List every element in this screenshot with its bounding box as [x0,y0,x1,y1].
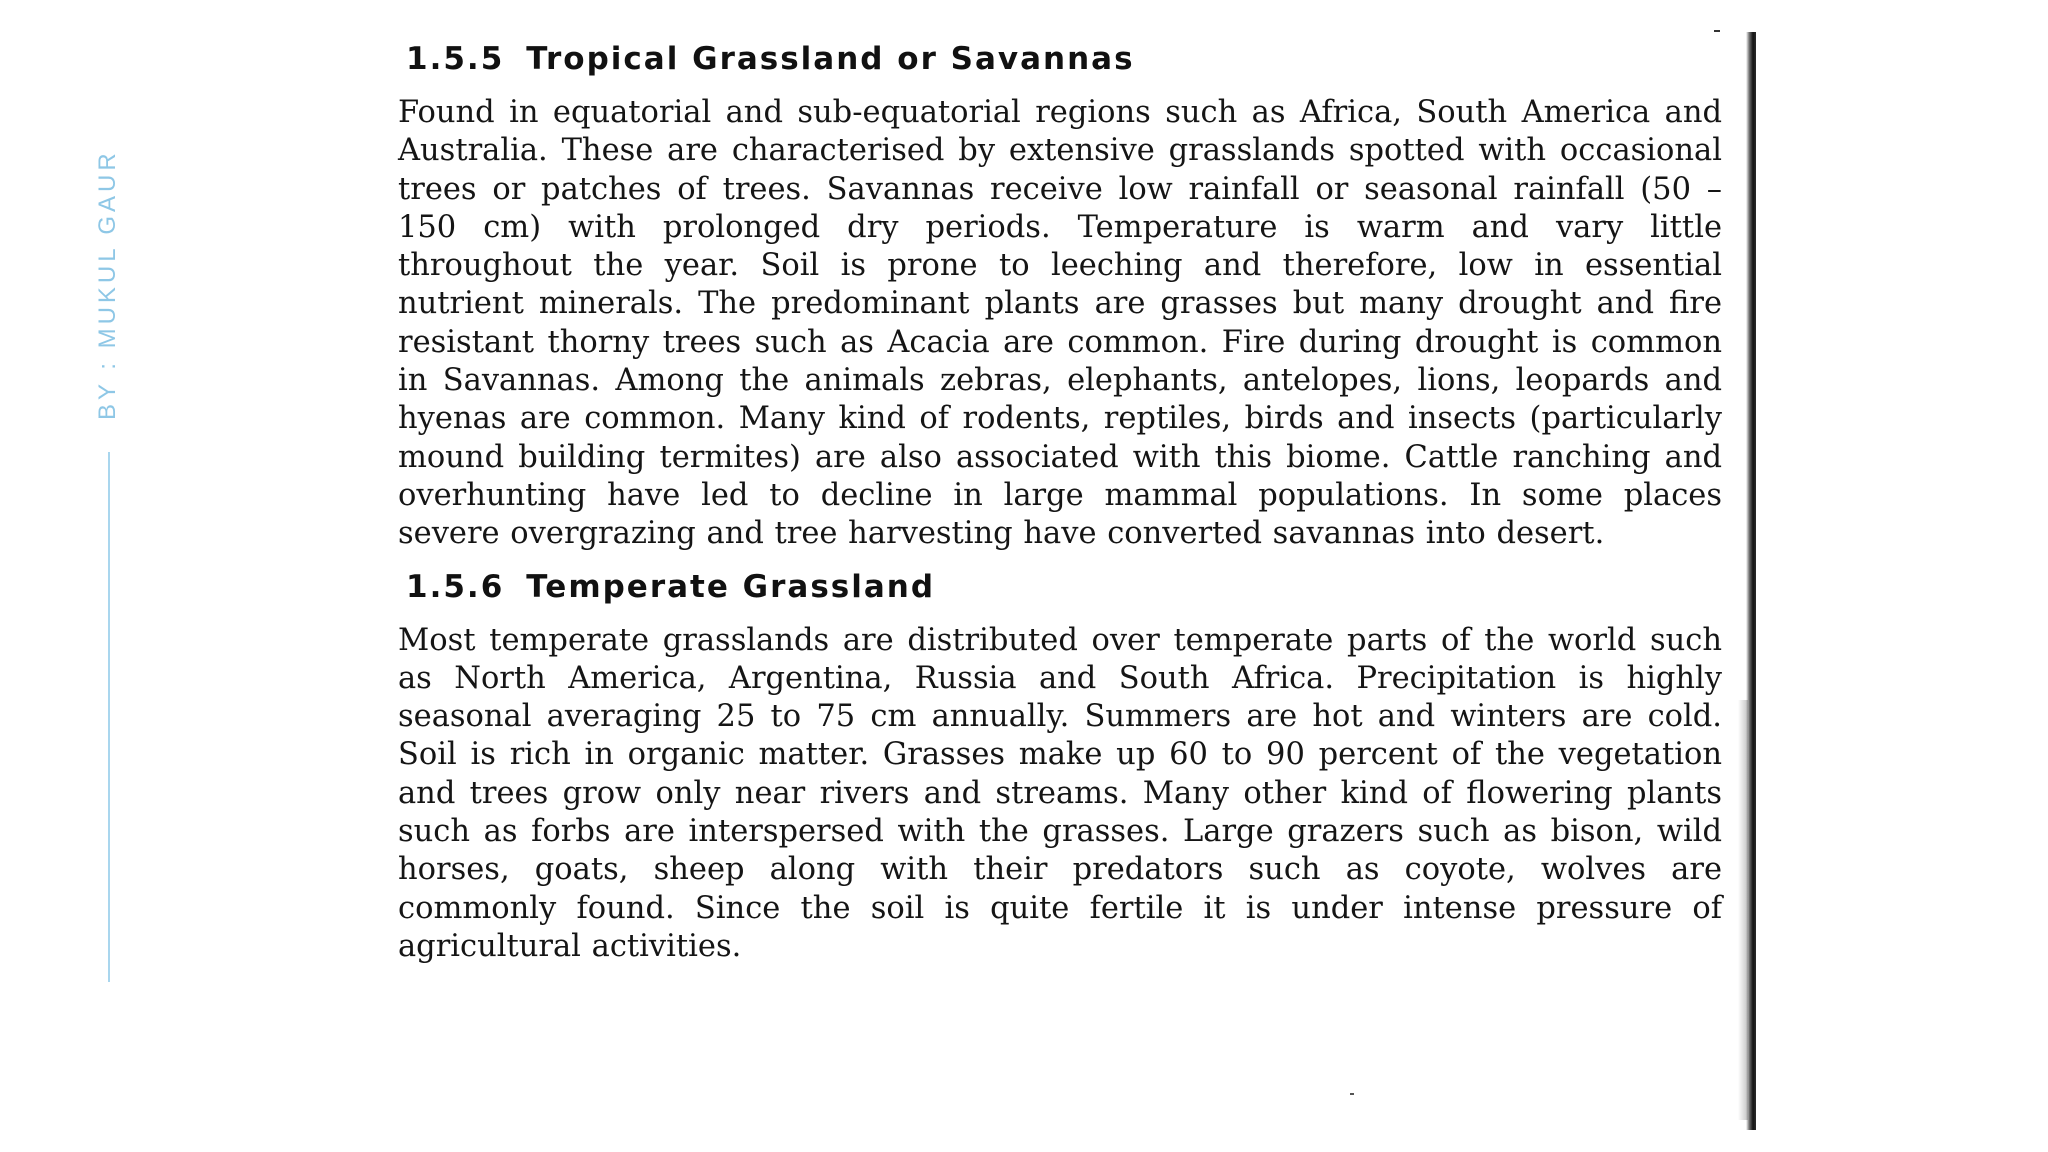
section-title: Temperate Grassland [526,568,936,605]
section-heading [406,38,1738,80]
watermark-divider [108,452,110,982]
section-temperate-grassland [398,566,1738,967]
section-heading [406,566,1738,608]
author-watermark: BY : MUKUL GAUR [94,149,121,420]
section-tropical-grassland [398,38,1738,554]
page-content [398,38,1738,966]
section-paragraph: Most temperate grasslands are distributed over temperate parts of the world such as North America, Argentina, Russia and South Africa. Precipitation is highly seasonal averaging 25 to 75 cm annually. Summers are hot and winters are cold. Soil is rich in organic matter. Grasses make up 60 to 90 percent of the vegetation and trees grow only near rivers and streams. Many other kind of flowering plants such as forbs are interspersed with the grasses. Large grazers such as bison, wild horses, goats, sheep along with their predators such as coyote, wolves are commonly found. Since the soil is quite fertile it is under intense pressure of agricultural activities. [398,622,1722,964]
section-title: Tropical Grassland or Savannas [526,41,1135,77]
scan-speck [1350,1093,1354,1095]
section-number: 1.5.5 [406,41,505,77]
section-paragraph: Found in equatorial and sub-equatorial regions such as Africa, South America and Australia. These are characterised by extensive grasslands spotted with occasional trees or patches of trees. Savannas receive low rainfall or seasonal rainfall (50 – 150 cm) with prolonged dry periods. Temperature is warm and vary little throughout the year. Soil is prone to leeching and therefore, low in essential nutrient minerals. The predominant plants are grasses but many drought and fire resistant thorny trees such as Acacia are common. Fire during drought is common in Savannas. Among the animals zebras, elephants, antelopes, lions, leopards and hyenas are common. Many kind of rodents, reptiles, birds and insects (particularly mound building termites) are also associated with this biome. Cattle ranching and overhunting have led to decline in large mammal populations. In some places severe overgrazing and tree harvesting have converted savannas into desert. [398,95,1722,552]
page-edge-gradient [1738,700,1748,1120]
section-number: 1.5.6 [406,568,505,605]
scan-speck [1714,30,1720,32]
